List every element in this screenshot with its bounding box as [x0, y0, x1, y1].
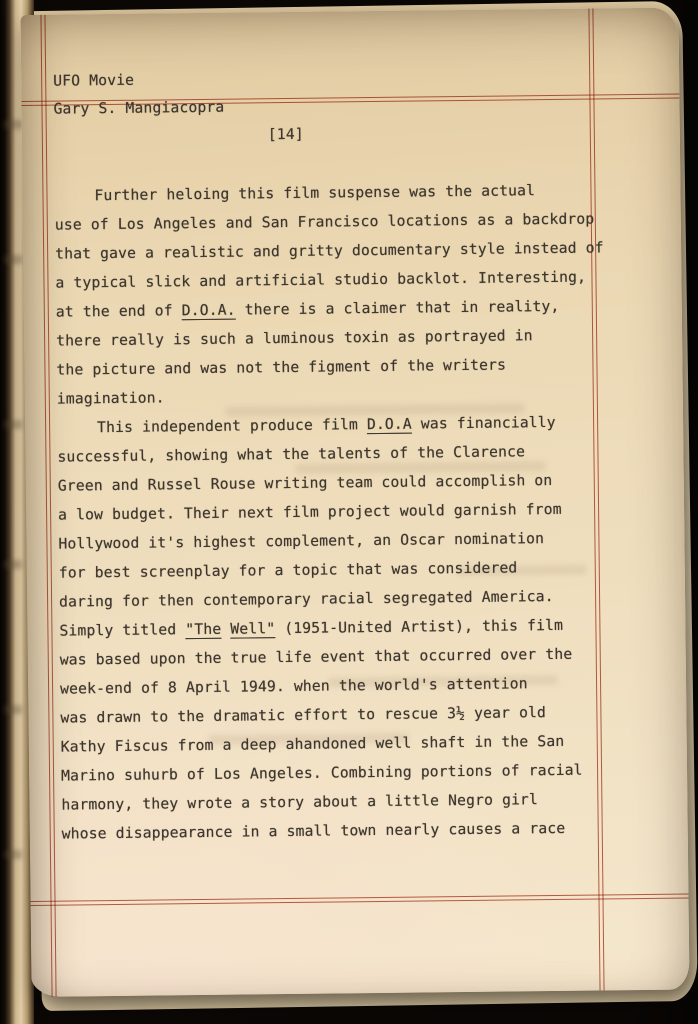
binding-ghost-mark	[4, 255, 22, 264]
text-segment: Further heloing this film suspense was the actual	[94, 182, 536, 205]
text-segment: successful, showing what the talents of the Clarence	[57, 443, 526, 466]
author-name: Gary S. Mangiacopra	[53, 98, 225, 118]
text-segment: Simply titled	[59, 621, 186, 640]
underlined-text: D.O.A	[366, 415, 412, 434]
text-segment: Green and Russel Rouse writing team could accomplish on	[57, 472, 553, 495]
text-segment: Kathy Fiscus from a deep ahandoned well shaft in the San	[60, 732, 565, 756]
text-segment: was financially	[411, 413, 556, 433]
underlined-text: Well"	[230, 620, 276, 638]
text-segment: Marino suhurb of Los Angeles. Combining portions of racial	[60, 761, 583, 785]
binding-ghost-mark	[4, 705, 22, 714]
text-segment: was drawn to the dramatic effort to rescue 3½ year old	[60, 704, 547, 727]
text-segment: there really is such a luminous toxin as portrayed in	[56, 327, 533, 350]
text-segment: daring for then contemporary racial segregated America.	[59, 588, 554, 611]
text-segment: for best screenplay for a topic that was considered	[58, 559, 518, 582]
binding-ghost-mark	[4, 120, 22, 129]
text-segment: harmony, they wrote a story about a little Negro girl	[61, 791, 539, 814]
text-segment: that gave a realistic and gritty documentary style instead of	[55, 239, 604, 263]
text-segment: imagination.	[56, 389, 165, 408]
text-segment: a low budget. Their next film project would garnish from	[58, 500, 562, 524]
text-line	[62, 813, 611, 848]
binding-ghost-mark	[4, 850, 22, 859]
binding-ghost-mark	[4, 560, 22, 569]
text-segment: (1951-United Artist), this film	[275, 616, 564, 638]
running-head-title: UFO Movie	[53, 71, 135, 90]
text-segment: whose disappearance in a small town nearly causes a race	[61, 819, 566, 843]
binding-ghost-mark	[4, 420, 22, 429]
text-segment: there is a claimer that in reality,	[235, 297, 560, 319]
underlined-text: D.O.A.	[181, 301, 236, 320]
text-segment: This independent produce film	[97, 416, 367, 437]
text-segment: Hollywood it's highest complement, an Oscar nomination	[58, 530, 545, 553]
text-segment: use of Los Angeles and San Francisco locations as a backdrop	[54, 210, 595, 234]
text-segment: the picture and was not the figment of the writers	[56, 356, 507, 379]
text-segment: at the end of	[55, 302, 182, 321]
body-text	[54, 175, 610, 848]
text-segment: a typical slick and artificial studio backlot. Interesting,	[55, 268, 587, 292]
page-number: [14]	[267, 125, 304, 144]
bottom-footer-rule	[30, 893, 688, 905]
manuscript-page	[20, 8, 689, 997]
text-segment: was based upon the true life event that occurred over the	[59, 645, 573, 669]
text-line	[58, 523, 607, 558]
text-segment	[221, 621, 230, 638]
underlined-text: "The	[185, 620, 222, 639]
text-segment: week-end of 8 April 1949. when the world's attention	[60, 675, 528, 698]
left-margin-rule	[40, 15, 56, 997]
